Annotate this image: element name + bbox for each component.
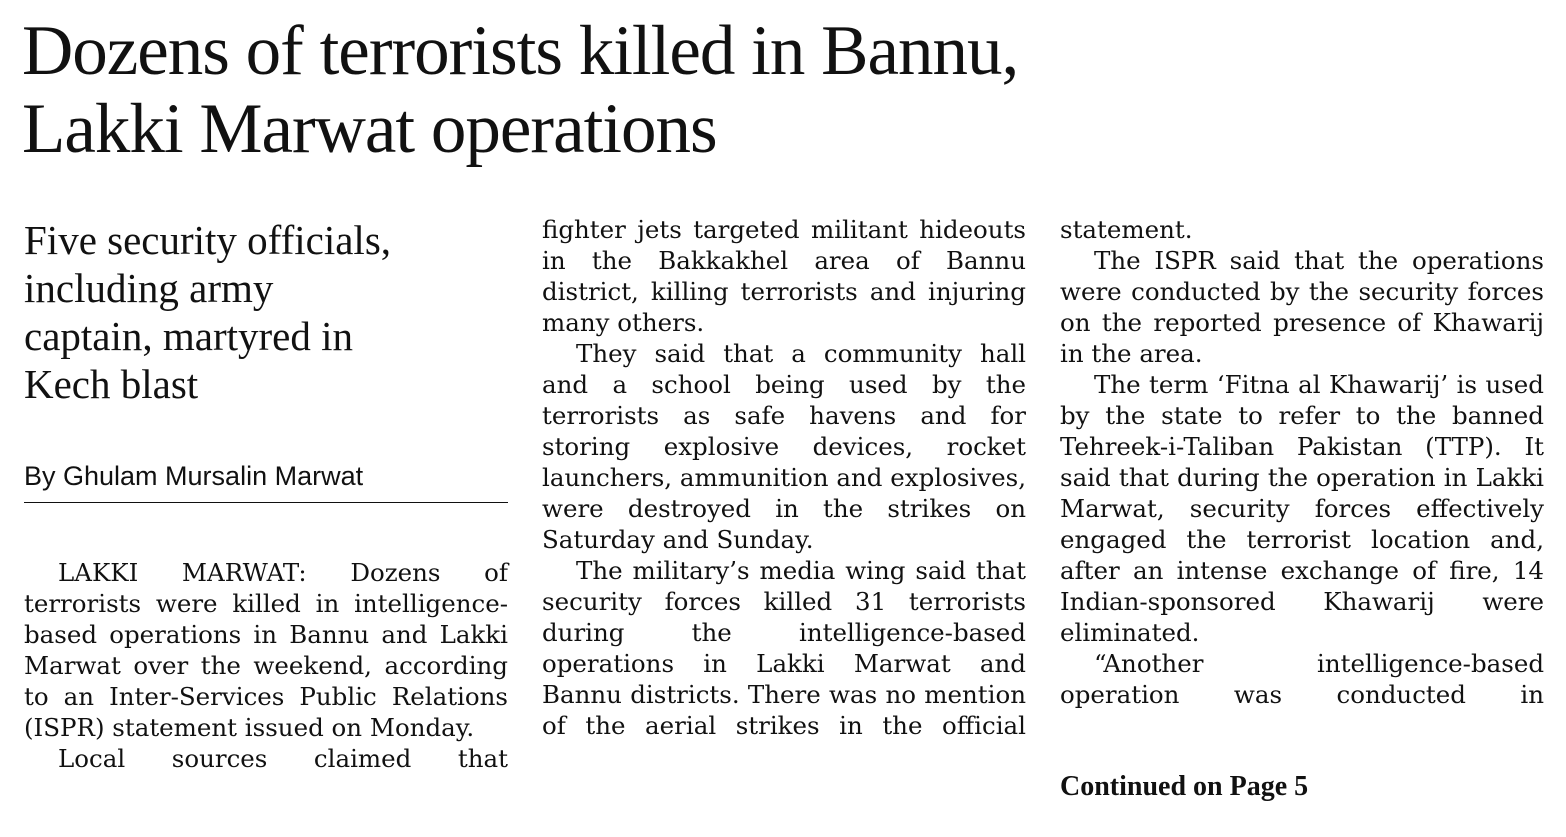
continued-on-page-link[interactable]: Continued on Page 5 [1060,771,1309,802]
paragraph: The term ‘Fitna al Khawarij’ is used by the state to refer to the banned Tehreek-i-Taliban Pakistan (TTP). It said that during the operation in Lakki Marwat, security forces effectively engaged the terrorist location and, after an intense exchange of fire, 14 Indian-sponsored Khawarij were eliminated. [1060,370,1544,647]
body-column-2 [542,214,1026,741]
subhead-line-2: including army [24,265,274,311]
headline-line-2: Lakki Marwat operations [22,90,717,168]
paragraph: The military’s media wing said that security forces killed 31 terrorists during the intelligence-based operations in Lakki Marwat and Bannu districts. There was no mention of the aerial strikes in the official [542,556,1026,740]
body-column-1 [24,557,508,774]
paragraph: The ISPR said that the operations were conducted by the security forces on the reported presence of Khawarij in the area. [1060,246,1544,368]
subhead-line-4: Kech blast [24,361,199,407]
paragraph: They said that a community hall and a school being used by the terrorists as safe havens and for storing explosive devices, rocket launchers, ammunition and explosives, were destroyed in the strikes on Saturday and Sunday. [542,339,1026,554]
subhead-line-1: Five security officials, [24,217,392,263]
paragraph: “Another intelligence-based operation was conducted in [1060,649,1544,709]
headline-line-1: Dozens of terrorists killed in Bannu, [22,12,1019,90]
headline [22,12,1542,168]
body-column-3 [1060,214,1544,710]
subheadline [24,216,494,408]
paragraph-continuation: statement. [1060,215,1193,244]
paragraph: Local sources claimed that [58,744,508,773]
paragraph-continuation: fighter jets targeted militant hideouts in the Bakkakhel area of Bannu district, killing terrorists and injuring many others. [542,215,1026,337]
subhead-line-3: captain, martyred in [24,313,354,359]
byline: By Ghulam Mursalin Marwat [24,458,508,503]
paragraph: LAKKI MARWAT: Dozens of terrorists were killed in intelligence-based operations in Bannu and Lakki Marwat over the weekend, according to an Inter-Services Public Relations (ISPR) statement issued on Monday. [24,558,508,742]
